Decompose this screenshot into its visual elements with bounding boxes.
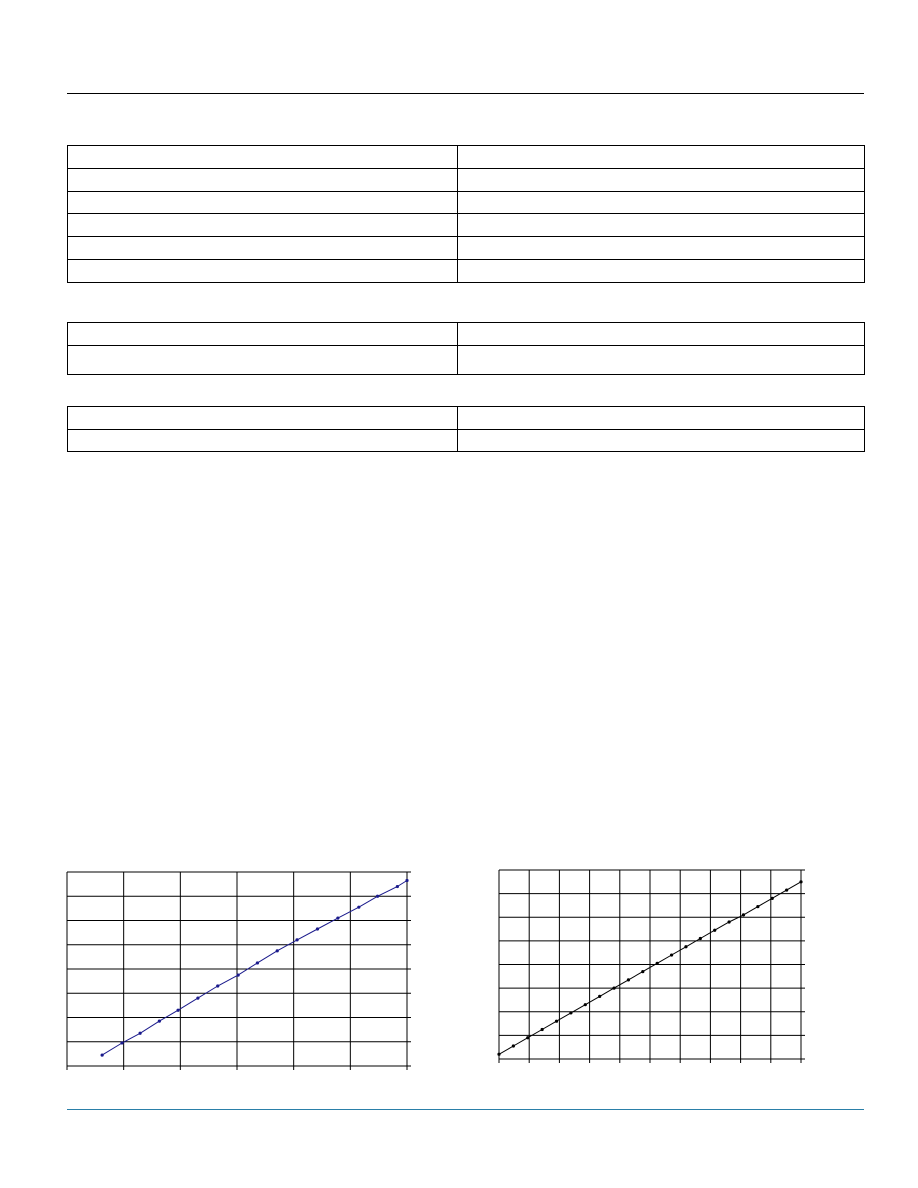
table-row bbox=[68, 191, 865, 214]
table-cell bbox=[458, 407, 865, 430]
table-cell bbox=[68, 191, 458, 214]
data-point bbox=[316, 927, 319, 930]
data-point bbox=[699, 937, 702, 940]
data-point bbox=[713, 929, 716, 932]
table-cell bbox=[68, 259, 458, 282]
table-cell bbox=[458, 429, 865, 452]
data-point bbox=[158, 1020, 161, 1023]
table-cell bbox=[68, 214, 458, 237]
table-cell bbox=[68, 237, 458, 260]
data-point bbox=[276, 949, 279, 952]
data-point bbox=[101, 1053, 104, 1056]
data-point bbox=[727, 920, 730, 923]
left-line-chart bbox=[60, 866, 412, 1072]
data-point bbox=[497, 1053, 500, 1056]
data-point bbox=[785, 888, 788, 891]
data-point bbox=[357, 906, 360, 909]
table-cell bbox=[458, 259, 865, 282]
table-row bbox=[68, 214, 865, 237]
data-point bbox=[405, 879, 408, 882]
data-point bbox=[541, 1028, 544, 1031]
table-cell bbox=[68, 146, 458, 169]
data-point bbox=[196, 997, 199, 1000]
data-point bbox=[396, 885, 399, 888]
table-row bbox=[68, 168, 865, 191]
table-row bbox=[68, 146, 865, 169]
data-point bbox=[295, 938, 298, 941]
table-cell bbox=[458, 237, 865, 260]
data-point bbox=[237, 973, 240, 976]
table-row bbox=[68, 259, 865, 282]
data-point bbox=[512, 1044, 515, 1047]
spec-table-2 bbox=[67, 322, 865, 375]
data-point bbox=[656, 962, 659, 965]
table-row bbox=[68, 323, 865, 346]
table-cell bbox=[458, 191, 865, 214]
table-cell bbox=[68, 429, 458, 452]
data-point bbox=[612, 987, 615, 990]
series-line bbox=[102, 881, 407, 1056]
footer-rule bbox=[67, 1109, 864, 1110]
data-point bbox=[256, 961, 259, 964]
data-point bbox=[569, 1011, 572, 1014]
table-row bbox=[68, 429, 865, 452]
data-point bbox=[756, 905, 759, 908]
data-point bbox=[176, 1009, 179, 1012]
data-point bbox=[627, 978, 630, 981]
data-point bbox=[139, 1032, 142, 1035]
table-cell bbox=[68, 407, 458, 430]
data-point bbox=[670, 953, 673, 956]
table-cell bbox=[458, 168, 865, 191]
data-point bbox=[771, 897, 774, 900]
table-cell bbox=[458, 146, 865, 169]
data-point bbox=[526, 1036, 529, 1039]
spec-table-1 bbox=[67, 145, 865, 283]
data-point bbox=[799, 880, 802, 883]
data-point bbox=[336, 916, 339, 919]
table-row bbox=[68, 237, 865, 260]
data-point bbox=[684, 945, 687, 948]
header-rule bbox=[67, 93, 864, 94]
data-point bbox=[742, 913, 745, 916]
table-cell bbox=[458, 323, 865, 346]
table-row bbox=[68, 346, 865, 375]
right-line-chart bbox=[490, 862, 810, 1068]
data-point bbox=[598, 995, 601, 998]
data-point bbox=[376, 895, 379, 898]
table-cell bbox=[68, 346, 458, 375]
data-point bbox=[120, 1041, 123, 1044]
table-cell bbox=[68, 323, 458, 346]
data-point bbox=[555, 1020, 558, 1023]
table-cell bbox=[68, 168, 458, 191]
data-point bbox=[584, 1003, 587, 1006]
table-cell bbox=[458, 214, 865, 237]
data-point bbox=[216, 984, 219, 987]
spec-table-3 bbox=[67, 406, 865, 452]
table-row bbox=[68, 407, 865, 430]
data-point bbox=[641, 970, 644, 973]
table-cell bbox=[458, 346, 865, 375]
